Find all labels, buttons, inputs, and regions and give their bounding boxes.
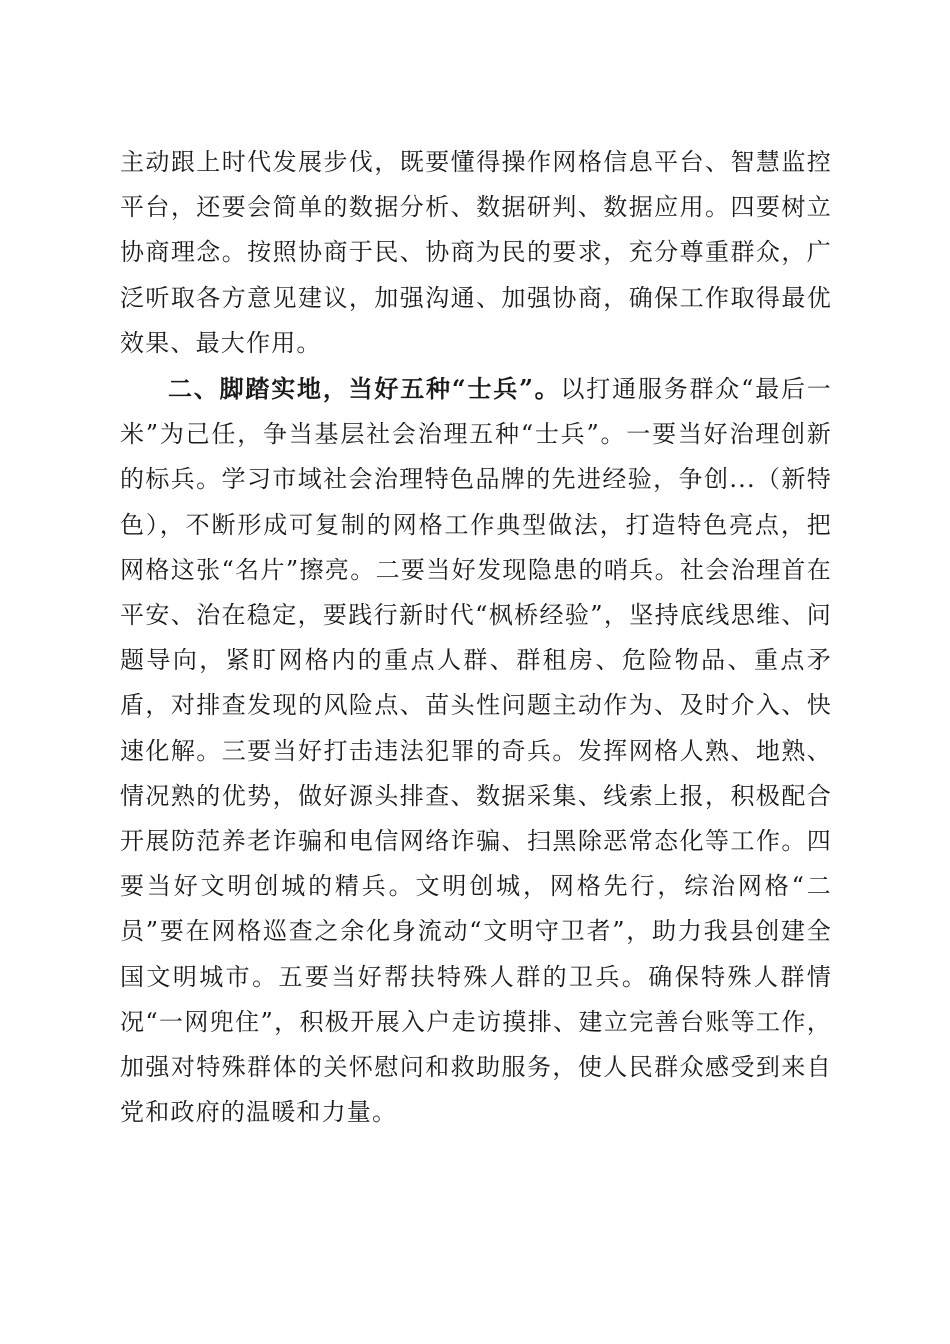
- paragraph-continuation: 主动跟上时代发展步伐，既要懂得操作网格信息平台、智慧监控平台，还要会简单的数据分析、数据研判、数据应用。四要树立协商理念。按照协商于民、协商为民的要求，充分尊重群众，广泛听取各方意见建议，加强沟通、加强协商，确保工作取得最优效果、最大作用。: [120, 148, 832, 357]
- body-text: [120, 140, 832, 1135]
- section-body: 以打通服务群众“最后一米”为己任，争当基层社会治理五种“士兵”。一要当好治理创新的标兵。学习市域社会治理特色品牌的先进经验，争创...（新特色），不断形成可复制的网格工作典型做法，打造特色亮点，把网格这张“名片”擦亮。二要当好发现隐患的哨兵。社会治理首在平安、治在稳定，要践行新时代“枫桥经验”，坚持底线思维、问题导向，紧盯网格内的重点人群、群租房、危险物品、重点矛盾，对排查发现的风险点、苗头性问题主动作为、及时介入、快速化解。三要当好打击违法犯罪的奇兵。发挥网格人熟、地熟、情况熟的优势，做好源头排查、数据采集、线索上报，积极配合开展防范养老诈骗和电信网络诈骗、扫黑除恶常态化等工作。四要当好文明创城的精兵。文明创城，网格先行，综治网格“二员”要在网格巡查之余化身流动“文明守卫者”，助力我县创建全国文明城市。五要当好帮扶特殊人群的卫兵。确保特殊人群情况“一网兜住”，积极开展入户走访摸排、建立完善台账等工作，加强对特殊群体的关怀慰问和救助服务，使人民群众感受到来自党和政府的温暖和力量。: [120, 375, 832, 1127]
- paragraph-section-two: [120, 366, 832, 1135]
- section-heading: 二、脚踏实地，当好五种“士兵”。: [168, 374, 561, 404]
